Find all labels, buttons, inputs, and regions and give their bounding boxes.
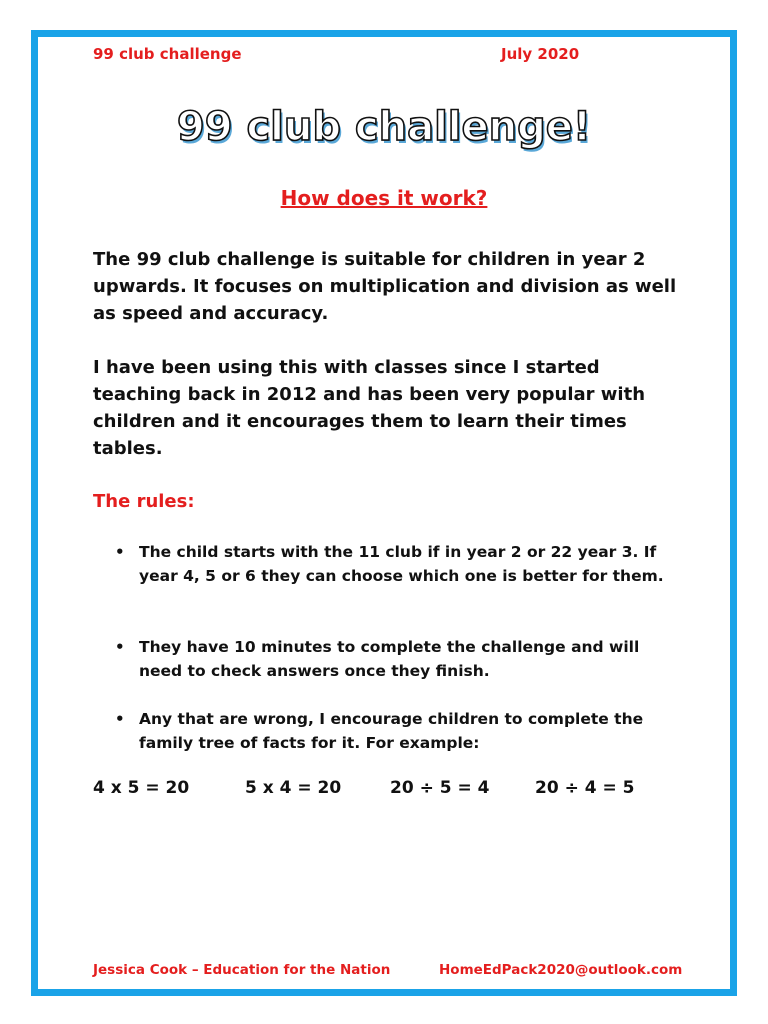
history-paragraph: I have been using this with classes since I started teaching back in 2012 and has been very popular with children and it encourages them to learn their times tables.: [93, 357, 646, 459]
bullet-icon: •: [115, 543, 125, 561]
rule-text: They have 10 minutes to complete the challenge and will need to check answers once they finish.: [139, 638, 640, 680]
subtitle: How does it work?: [280, 186, 488, 210]
rule-item: [115, 540, 675, 588]
rule-text: Any that are wrong, I encourage children to complete the family tree of facts for it. For example:: [139, 710, 644, 752]
bullet-icon: •: [115, 710, 125, 728]
header-left: 99 club challenge: [93, 45, 242, 63]
example-fact: 20 ÷ 4 = 5: [535, 778, 635, 798]
example-fact: 5 x 4 = 20: [245, 778, 342, 798]
page-title: 99 club challenge!: [176, 104, 592, 150]
rule-item: [115, 635, 675, 683]
rules-heading: The rules:: [93, 491, 195, 512]
intro-paragraph: The 99 club challenge is suitable for children in year 2 upwards. It focuses on multiplication and division as well as speed and accuracy.: [93, 249, 677, 324]
bullet-icon: •: [115, 638, 125, 656]
page-border: [31, 30, 737, 996]
footer-author: Jessica Cook – Education for the Nation: [93, 962, 391, 978]
example-fact: 4 x 5 = 20: [93, 778, 190, 798]
rule-item: [115, 707, 675, 755]
footer-email: HomeEdPack2020@outlook.com: [439, 962, 683, 978]
header-date: July 2020: [501, 45, 580, 63]
rule-text: The child starts with the 11 club if in year 2 or 22 year 3. If year 4, 5 or 6 they can choose which one is better for them.: [139, 543, 664, 585]
example-fact: 20 ÷ 5 = 4: [390, 778, 490, 798]
